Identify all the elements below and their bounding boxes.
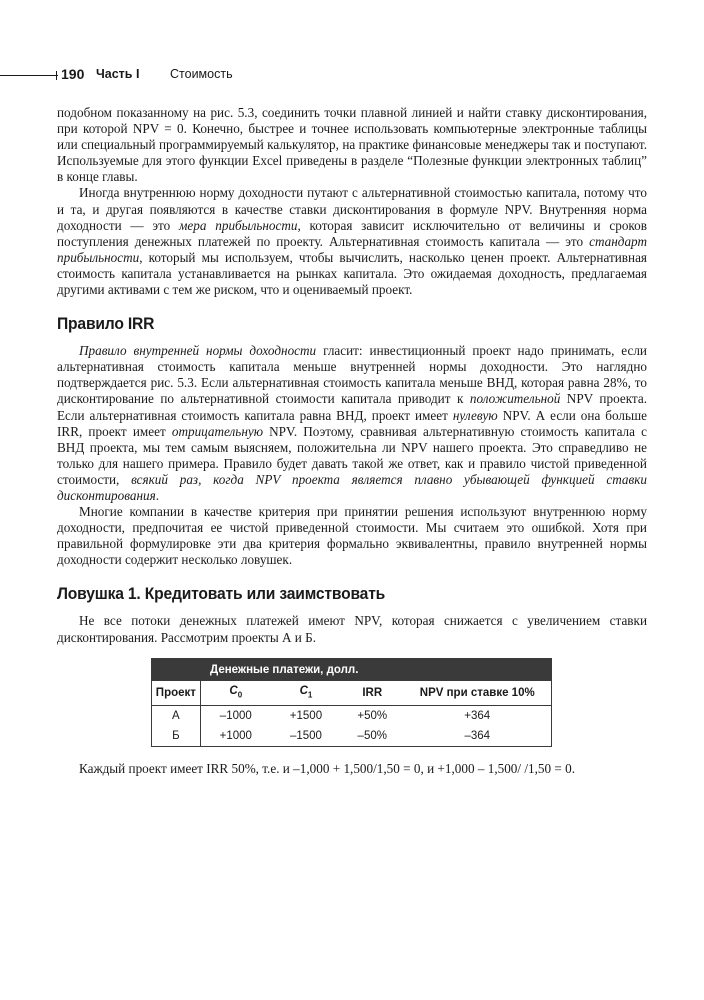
header-tick: [56, 71, 57, 80]
paragraph-1: подобном показанному на рис. 5.3, соединить точки плавной линией и найти ставку дисконтирования, при которой NPV = 0. Конечно, быстрее и точнее использовать компьютерные электронные таблицы или специальный программируемый калькулятор, на практике финансовые менеджеры так и поступают. Используемые для этого функции Excel приведены в разделе “Полезные функции электронных таблиц” в конце главы.: [57, 105, 647, 185]
paragraph-5: Не все потоки денежных платежей имеют NPV, которая снижается с увеличением ставки дисконтирования. Рассмотрим проекты А и Б.: [57, 613, 647, 645]
page-number: 190: [61, 66, 85, 82]
emphasis-profit-standard: стандарт прибыльности: [57, 233, 647, 265]
cash-flow-table: [151, 658, 552, 747]
section-label: Стоимость: [170, 67, 233, 81]
col-npv: NPV при ставке 10%: [403, 681, 551, 706]
col-irr: IRR: [341, 681, 403, 706]
table-group-header: Денежные платежи, долл.: [152, 659, 551, 681]
col-project: Проект: [152, 681, 200, 706]
paragraph-2: Иногда внутреннюю норму доходности путают с альтернативной стоимостью капитала, потому что и та, и другая появляются в качестве ставки дисконтирования в формуле NPV. Внутренняя норма доходности — это мера прибыльности, которая зависит исключительно от величины и сроков поступления денежных платежей по проекту. Альтернативная стоимость капитала — это стандарт прибыльности, который мы используем, чтобы вычислить, насколько ценен проект. Альтернативная стоимость капитала устанавливается на рынках капитала. Это ожидаемая доходность, предлагаемая другими активами с тем же риском, что и оцениваемый проект.: [57, 185, 647, 298]
page-body: [57, 105, 647, 777]
header-rule: [0, 75, 58, 76]
heading-irr-rule: Правило IRR: [57, 314, 155, 334]
paragraph-6: Каждый проект имеет IRR 50%, т.е. и –1,000 + 1,500/1,50 = 0, и +1,000 – 1,500/ /1,50 = 0.: [79, 760, 576, 776]
running-header: [0, 66, 704, 86]
part-label: Часть I: [96, 67, 140, 81]
col-c1: $C_1$: [271, 681, 341, 706]
table-row: А –1000 +1500 +50% +364: [152, 705, 551, 726]
emphasis-irr-rule: Правило внутренней нормы доходности: [79, 343, 317, 359]
paragraph-4: Многие компании в качестве критерия при принятии решения используют внутреннюю норму доходности, предпочитая ее чистой приведенной стоимости. Мы считаем это ошибкой. Хотя при правильной формулировке эти два критерия формально эквивалентны, правило внутренней нормы доходности содержит несколько ловушек.: [57, 504, 647, 568]
heading-pitfall-1: Ловушка 1. Кредитовать или заимствовать: [57, 584, 386, 604]
table-row: Б +1000 –1500 –50% –364: [152, 726, 551, 746]
col-c0: $C_0$: [200, 681, 271, 706]
emphasis-profit-measure: мера прибыльности: [179, 217, 298, 233]
paragraph-3: Правило внутренней нормы доходности гласит: инвестиционный проект надо принимать, если альтернативная стоимость капитала меньше внутренней нормы доходности. Это наглядно подтверждается рис. 5.3. Если альтернативная стоимость капитала меньше ВНД, которая равна 28%, то дисконтирование по альтернативной стоимости капитала приводит к положительной NPV проекта. Если альтернативная стоимость капитала равна ВНД, проект имеет нулевую NPV. А если она больше IRR, проект имеет отрицательную NPV. Поэтому, сравнивая альтернативную стоимость капитала с ВНД проекта, мы тем самым выясняем, положительна ли NPV нашего проекта. Это справедливо не только для нашего примера. Правило будет давать такой же ответ, как и правило чистой приведенной стоимости, всякий раз, когда NPV проекта является плавно убывающей функцией ставки дисконтирования.: [57, 343, 648, 503]
